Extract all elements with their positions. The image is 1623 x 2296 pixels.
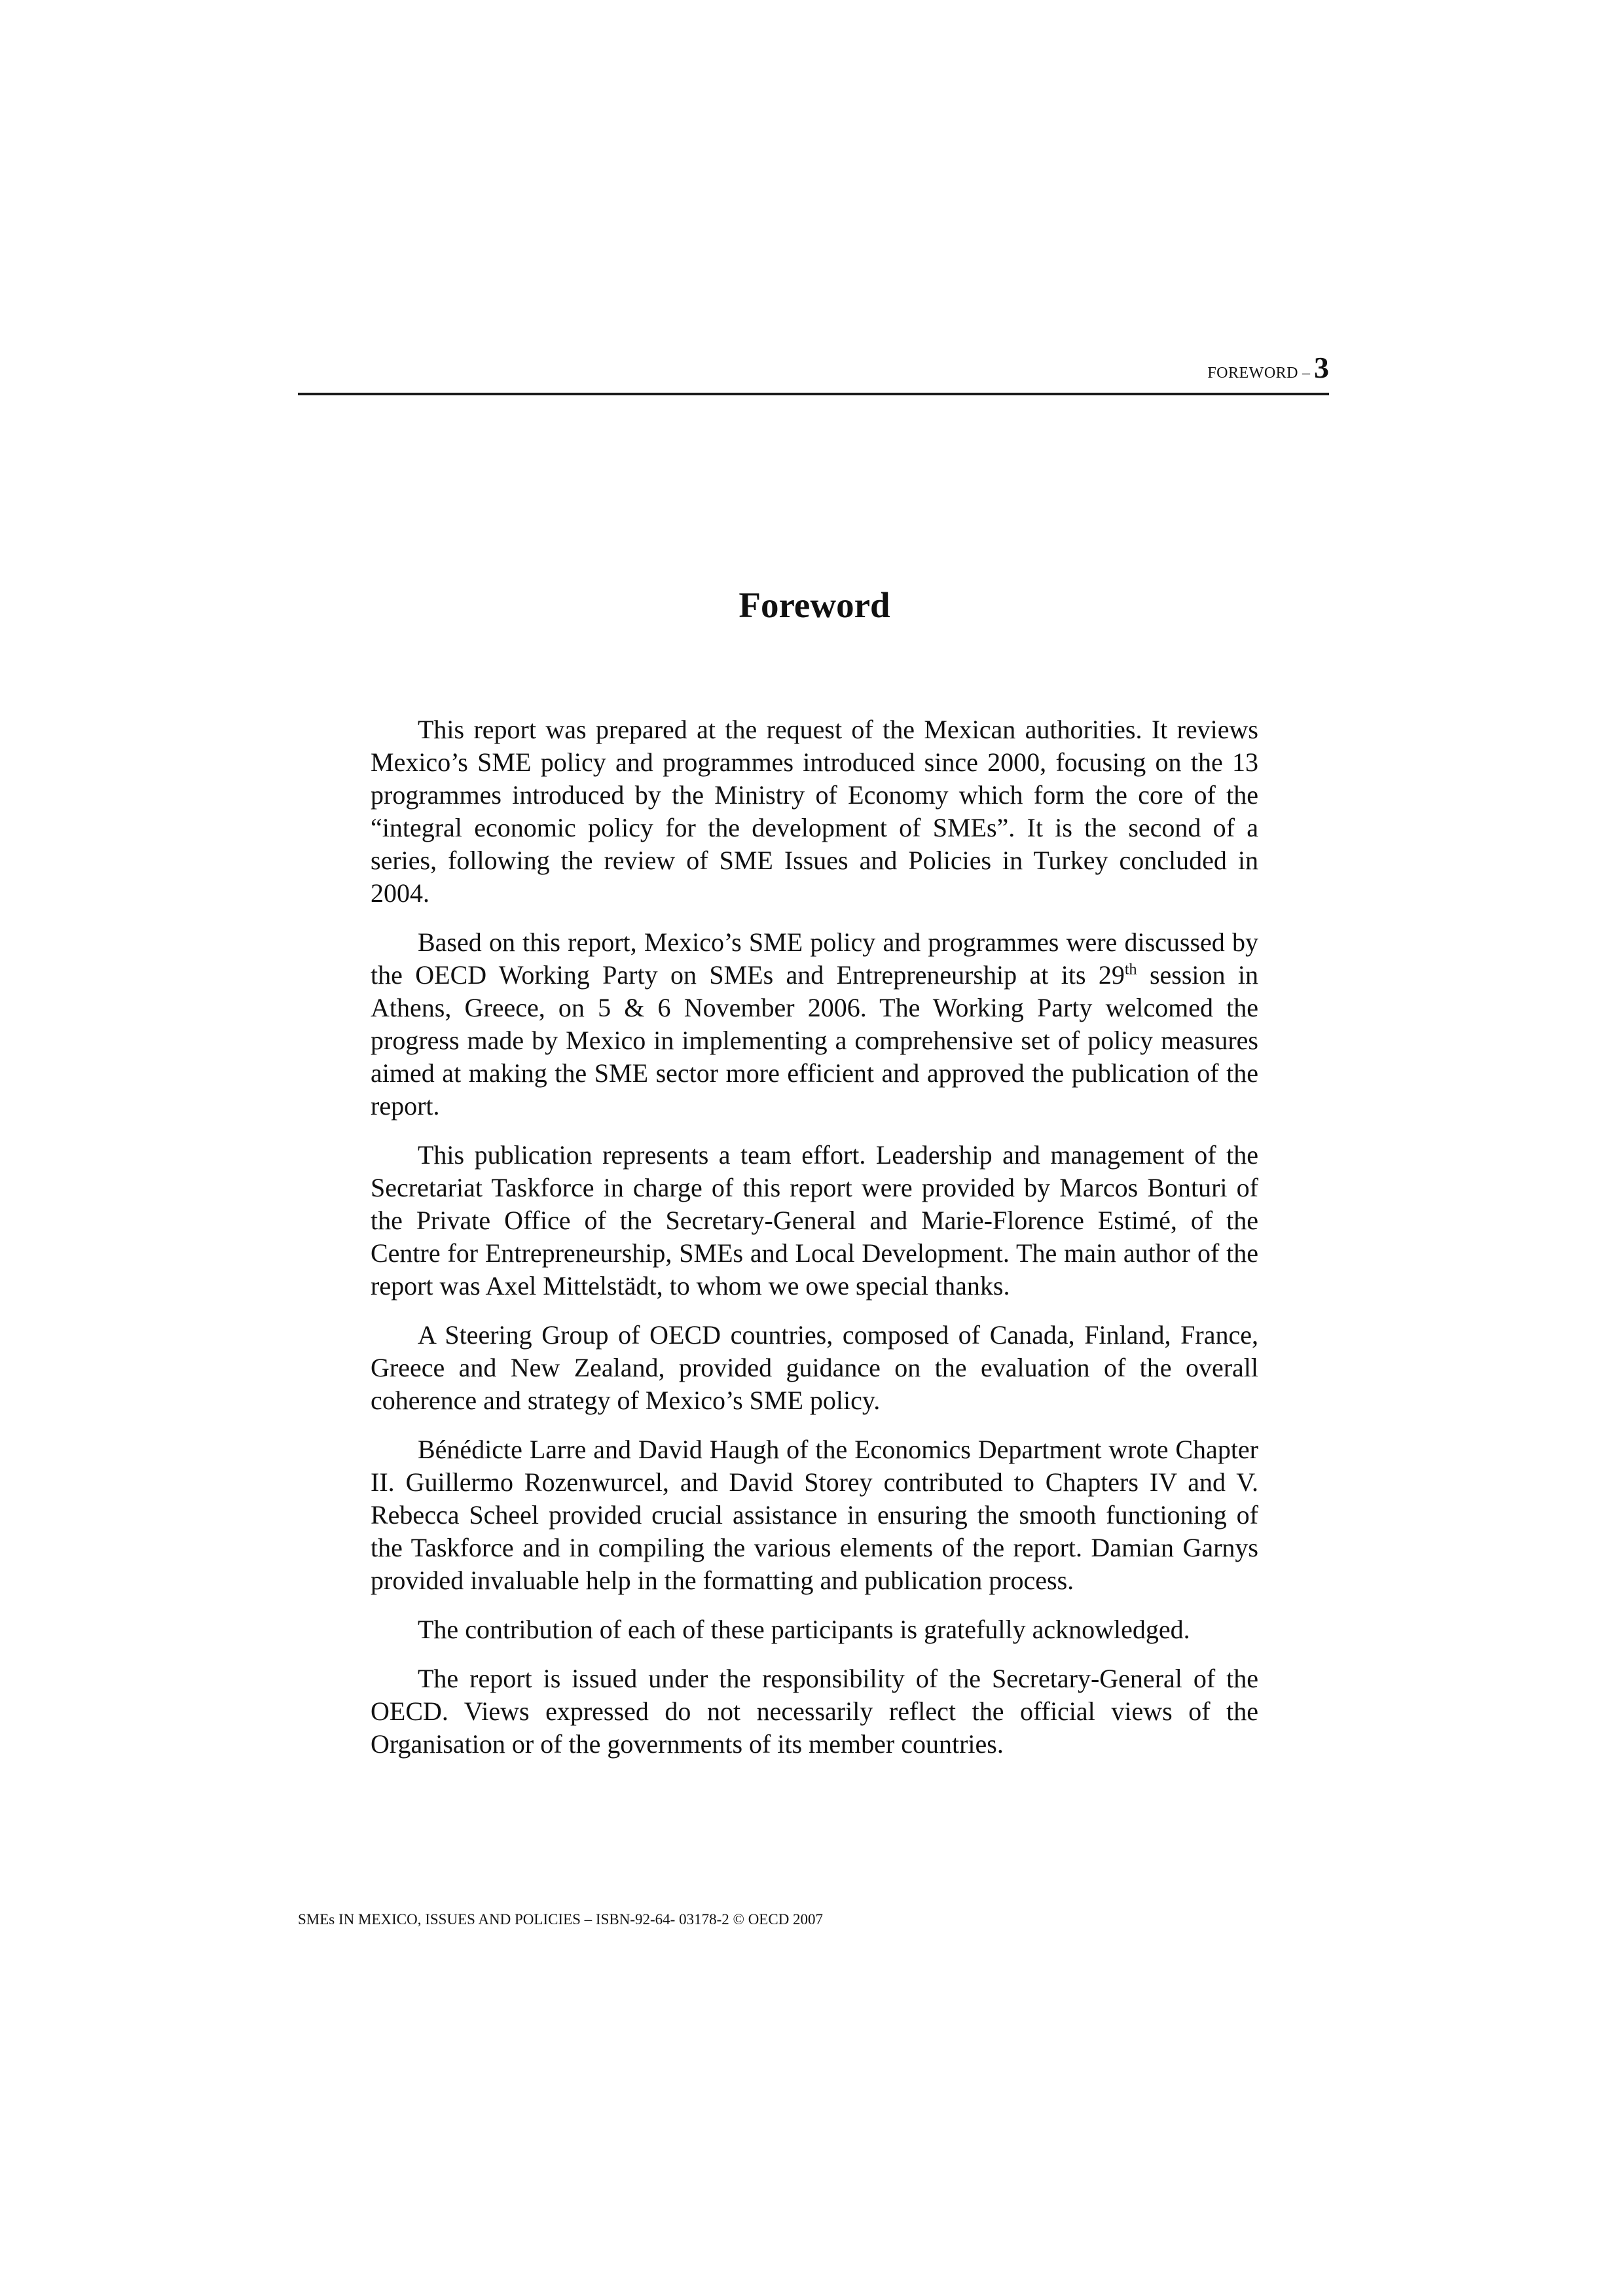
page-footer: SMEs IN MEXICO, ISSUES AND POLICIES – ISBN-92-64- 03178-2 © OECD 2007: [298, 1911, 824, 1928]
paragraph-6: The contribution of each of these participants is gratefully acknowledged.: [418, 1615, 1190, 1644]
paragraph-2-part-2: session in Athens, Greece, on 5 & 6 November 2006. The Working Party welcomed the progress made by Mexico in implementing a comprehensive set of policy measures aimed at making the SME sector more efficient and approved the publication of the report.: [371, 960, 1258, 1121]
paragraph-2: [371, 926, 1258, 1122]
ordinal-superscript: th: [1124, 961, 1137, 978]
page-title: Foreword: [739, 585, 890, 625]
header-page-number: 3: [1314, 351, 1329, 384]
header-dash: –: [1302, 365, 1310, 382]
paragraph-7: The report is issued under the responsibility of the Secretary-General of the OECD. Views expressed do not necessarily reflect the official views of the Organisation or of the governments of its member countries.: [371, 1664, 1258, 1759]
running-header: [298, 353, 1329, 395]
running-header-text: [1207, 350, 1329, 385]
paragraph-1: This report was prepared at the request of the Mexican authorities. It reviews Mexico’s SME policy and programmes introduced since 2000, focusing on the 13 programmes introduced by the Ministry of Economy which form the core of the “integral economic policy for the development of SMEs”. It is the second of a series, following the review of SME Issues and Policies in Turkey concluded in 2004.: [371, 715, 1258, 908]
header-section-label: FOREWORD: [1207, 365, 1298, 382]
paragraph-2-part-1: Based on this report, Mexico’s SME policy and programmes were discussed by the OECD Working Party on SMEs and Entrepreneurship at its 29: [371, 927, 1258, 990]
paragraph-4: A Steering Group of OECD countries, composed of Canada, Finland, France, Greece and New Zealand, provided guidance on the evaluation of the overall coherence and strategy of Mexico’s SME policy.: [371, 1320, 1258, 1415]
body-text: [371, 713, 1258, 1777]
paragraph-5: Bénédicte Larre and David Haugh of the Economics Department wrote Chapter II. Guillermo Rozenwurcel, and David Storey contributed to Chapters IV and V. Rebecca Scheel provided crucial assistance in ensuring the smooth functioning of the Taskforce and in compiling the various elements of the report. Damian Garnys provided invaluable help in the formatting and publication process.: [371, 1435, 1258, 1595]
paragraph-3: This publication represents a team effort. Leadership and management of the Secretariat Taskforce in charge of this report were provided by Marcos Bonturi of the Private Office of the Secretary-General and Marie-Florence Estimé, of the Centre for Entrepreneurship, SMEs and Local Development. The main author of the report was Axel Mittelstädt, to whom we owe special thanks.: [371, 1140, 1258, 1300]
